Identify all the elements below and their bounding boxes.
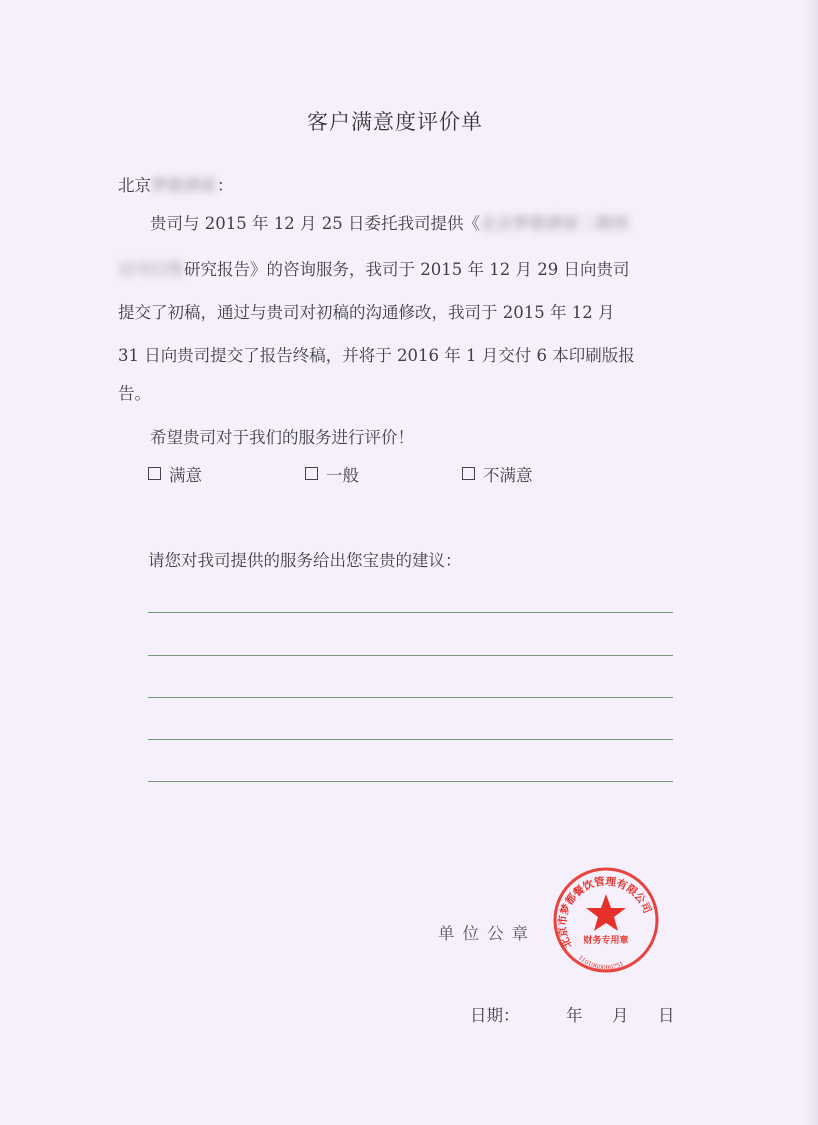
svg-text:1101060000751 [577, 954, 625, 971]
salutation [118, 172, 234, 196]
star-icon [586, 894, 626, 931]
option-average[interactable] [305, 462, 359, 486]
checkbox-icon[interactable] [148, 467, 161, 480]
body-line-4: 31 日向贵司提交了报告终稿，并将于 2016 年 1 月交付 6 本印刷版报 [118, 346, 635, 365]
suggestion-prompt: 请您对我司提供的服务给出您宝贵的建议： [148, 551, 462, 570]
seal-ring-text: 北京市梦都餐饮管理有限公司 [556, 875, 654, 950]
date-year: 年 [566, 1006, 583, 1025]
seal-number: 1101060000751 [576, 954, 625, 972]
checkbox-icon[interactable] [462, 467, 475, 480]
seal-center-text: 财务专用章 [583, 936, 629, 946]
signature-label: 单位公章 [438, 924, 536, 943]
date-month: 月 [612, 1006, 629, 1025]
salutation-suffix: ： [217, 176, 234, 195]
company-seal [552, 866, 660, 974]
option-unsatisfied[interactable] [462, 462, 533, 486]
body-text: 贵司与 2015 年 12 月 25 日委托我司提供《 [150, 214, 480, 233]
checkbox-icon[interactable] [305, 467, 318, 480]
date-day: 日 [658, 1006, 675, 1025]
suggestion-line[interactable] [148, 781, 673, 782]
redacted-client-name: 梦都酒家 [151, 176, 217, 195]
salutation-prefix: 北京 [118, 176, 151, 195]
body-line-5: 告。 [118, 384, 151, 403]
suggestion-line[interactable] [148, 655, 673, 656]
evaluation-request: 希望贵司对于我们的服务进行评价！ [150, 428, 414, 447]
suggestion-line[interactable] [148, 739, 673, 740]
option-label: 满意 [169, 466, 202, 485]
option-label: 一般 [326, 466, 359, 485]
body-line-2 [118, 256, 629, 280]
suggestion-line[interactable] [148, 697, 673, 698]
date-label: 日期： [470, 1006, 520, 1025]
document-title: 客户满意度评价单 [307, 110, 483, 134]
suggestion-line[interactable] [148, 612, 673, 613]
redacted-project-name: 北京梦都酒家二期项 [479, 214, 629, 233]
body-line-1 [150, 210, 628, 234]
body-text: 研究报告》的咨询服务，我司于 2015 年 12 月 29 日向贵司 [184, 260, 630, 279]
redacted-project-name-cont: 目可行性 [118, 260, 184, 279]
paper-edge [804, 0, 818, 1125]
option-satisfied[interactable] [148, 462, 202, 486]
body-line-3: 提交了初稿，通过与贵司对初稿的沟通修改，我司于 2015 年 12 月 [118, 303, 615, 322]
option-label: 不满意 [483, 466, 533, 485]
